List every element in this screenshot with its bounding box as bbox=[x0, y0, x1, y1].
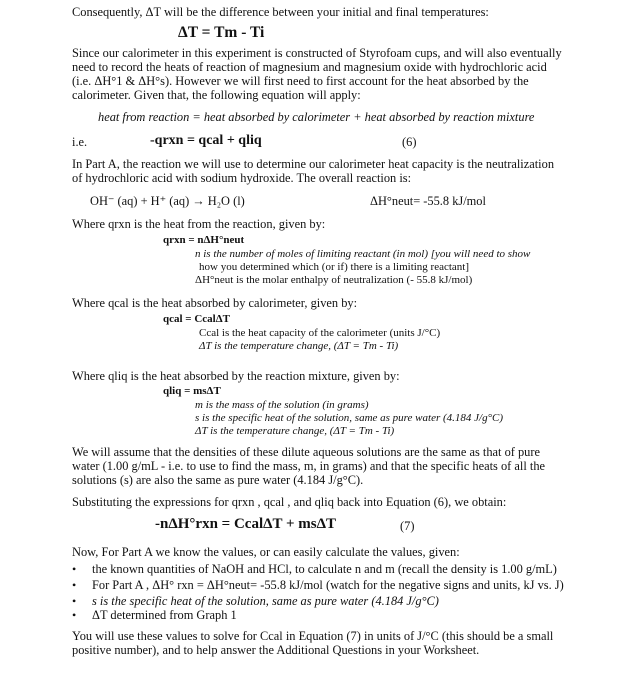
qrxn-definition-3: ΔH°neut is the molar enthalpy of neutralization (- 55.8 kJ/mol) bbox=[195, 274, 473, 286]
bullet-marker-1: • bbox=[72, 562, 77, 576]
delta-t-equation: ΔT = Tm - Ti bbox=[178, 24, 265, 41]
ie-label: i.e. bbox=[72, 135, 88, 149]
qliq-definition-2: s is the specific heat of the solution, same as pure water (4.184 J/g°C) bbox=[195, 412, 503, 424]
neutralization-enthalpy: ΔH°neut= -55.8 kJ/mol bbox=[370, 194, 486, 208]
bullet-item-3: s is the specific heat of the solution, same as pure water (4.184 J/g°C) bbox=[92, 594, 439, 608]
qcal-definition-2: ΔT is the temperature change, (ΔT = Tm - Ti) bbox=[199, 340, 399, 352]
qrxn-heading: Where qrxn is the heat from the reaction, given by: bbox=[72, 217, 326, 231]
paragraph-3-line-2: water (1.00 g/mL - i.e. to use to find the mass, m, in grams) and that the specific heats of all the bbox=[72, 459, 546, 473]
reaction-equation: OH⁻ (aq) + H⁺ (aq) → H₂O (l) bbox=[90, 194, 245, 208]
paragraph-1-line-1: Since our calorimeter in this experiment is constructed of Styrofoam cups, and will also eventually bbox=[72, 46, 562, 60]
substitution-line: Substituting the expressions for qrxn , qcal , and qliq back into Equation (6), we obtain: bbox=[72, 495, 507, 509]
paragraph-5-line-2: positive number), and to help answer the Additional Questions in your Worksheet. bbox=[72, 643, 480, 657]
bullet-marker-2: • bbox=[72, 578, 77, 592]
bullet-marker-3: • bbox=[72, 594, 77, 608]
bullet-item-4: ΔT determined from Graph 1 bbox=[92, 608, 237, 622]
paragraph-2-line-1: In Part A, the reaction we will use to determine our calorimeter heat capacity is the neutralization bbox=[72, 157, 555, 171]
paragraph-1-line-3: (i.e. ΔH°1 & ΔH°s). However we will first need to first account for the heat absorbed by the bbox=[72, 74, 529, 88]
equation-6-number: (6) bbox=[402, 135, 417, 149]
qrxn-definition-2: how you determined which (or if) there is a limiting reactant] bbox=[199, 261, 470, 273]
paragraph-4: Now, For Part A we know the values, or can easily calculate the values, given: bbox=[72, 545, 460, 559]
qcal-equation: qcal = CcalΔT bbox=[163, 313, 230, 325]
bullet-item-2: For Part A , ΔH° rxn = ΔH°neut= -55.8 kJ/mol (watch for the negative signs and units, kJ vs. J) bbox=[92, 578, 564, 592]
paragraph-3-line-3: solutions (s) are also the same as pure water (4.184 J/g°C). bbox=[72, 473, 364, 487]
qcal-heading: Where qcal is the heat absorbed by calorimeter, given by: bbox=[72, 296, 358, 310]
qrxn-equation: qrxn = nΔH°neut bbox=[163, 234, 245, 246]
equation-7-number: (7) bbox=[400, 519, 415, 533]
qliq-equation: qliq = msΔT bbox=[163, 385, 221, 397]
equation-6: -qrxn = qcal + qliq bbox=[150, 133, 262, 148]
bullet-item-1: the known quantities of NaOH and HCl, to calculate n and m (recall the density is 1.00 g/mL) bbox=[92, 562, 557, 576]
equation-7: -nΔH°rxn = CcalΔT + msΔT bbox=[155, 516, 337, 532]
word-equation: heat from reaction = heat absorbed by calorimeter + heat absorbed by reaction mixture bbox=[98, 110, 535, 124]
intro-line: Consequently, ΔT will be the difference between your initial and final temperatures: bbox=[72, 5, 489, 19]
qliq-definition-1: m is the mass of the solution (in grams) bbox=[195, 399, 369, 411]
paragraph-3-line-1: We will assume that the densities of these dilute aqueous solutions are the same as that of pure bbox=[72, 445, 541, 459]
qcal-definition-1: Ccal is the heat capacity of the calorimeter (units J/°C) bbox=[199, 327, 441, 339]
paragraph-1-line-4: calorimeter. Given that, the following equation will apply: bbox=[72, 88, 361, 102]
paragraph-5-line-1: You will use these values to solve for Ccal in Equation (7) in units of J/°C (this should be a small bbox=[72, 629, 554, 643]
qrxn-definition-1: n is the number of moles of limiting reactant (in mol) [you will need to show bbox=[195, 248, 531, 260]
paragraph-1-line-2: need to record the heats of reaction of magnesium and magnesium oxide with hydrochloric acid bbox=[72, 60, 547, 74]
paragraph-2-line-2: of hydrochloric acid with sodium hydroxide. The overall reaction is: bbox=[72, 171, 412, 185]
bullet-marker-4: • bbox=[72, 608, 77, 622]
qliq-definition-3: ΔT is the temperature change, (ΔT = Tm - Ti) bbox=[195, 425, 395, 437]
qliq-heading: Where qliq is the heat absorbed by the reaction mixture, given by: bbox=[72, 369, 400, 383]
